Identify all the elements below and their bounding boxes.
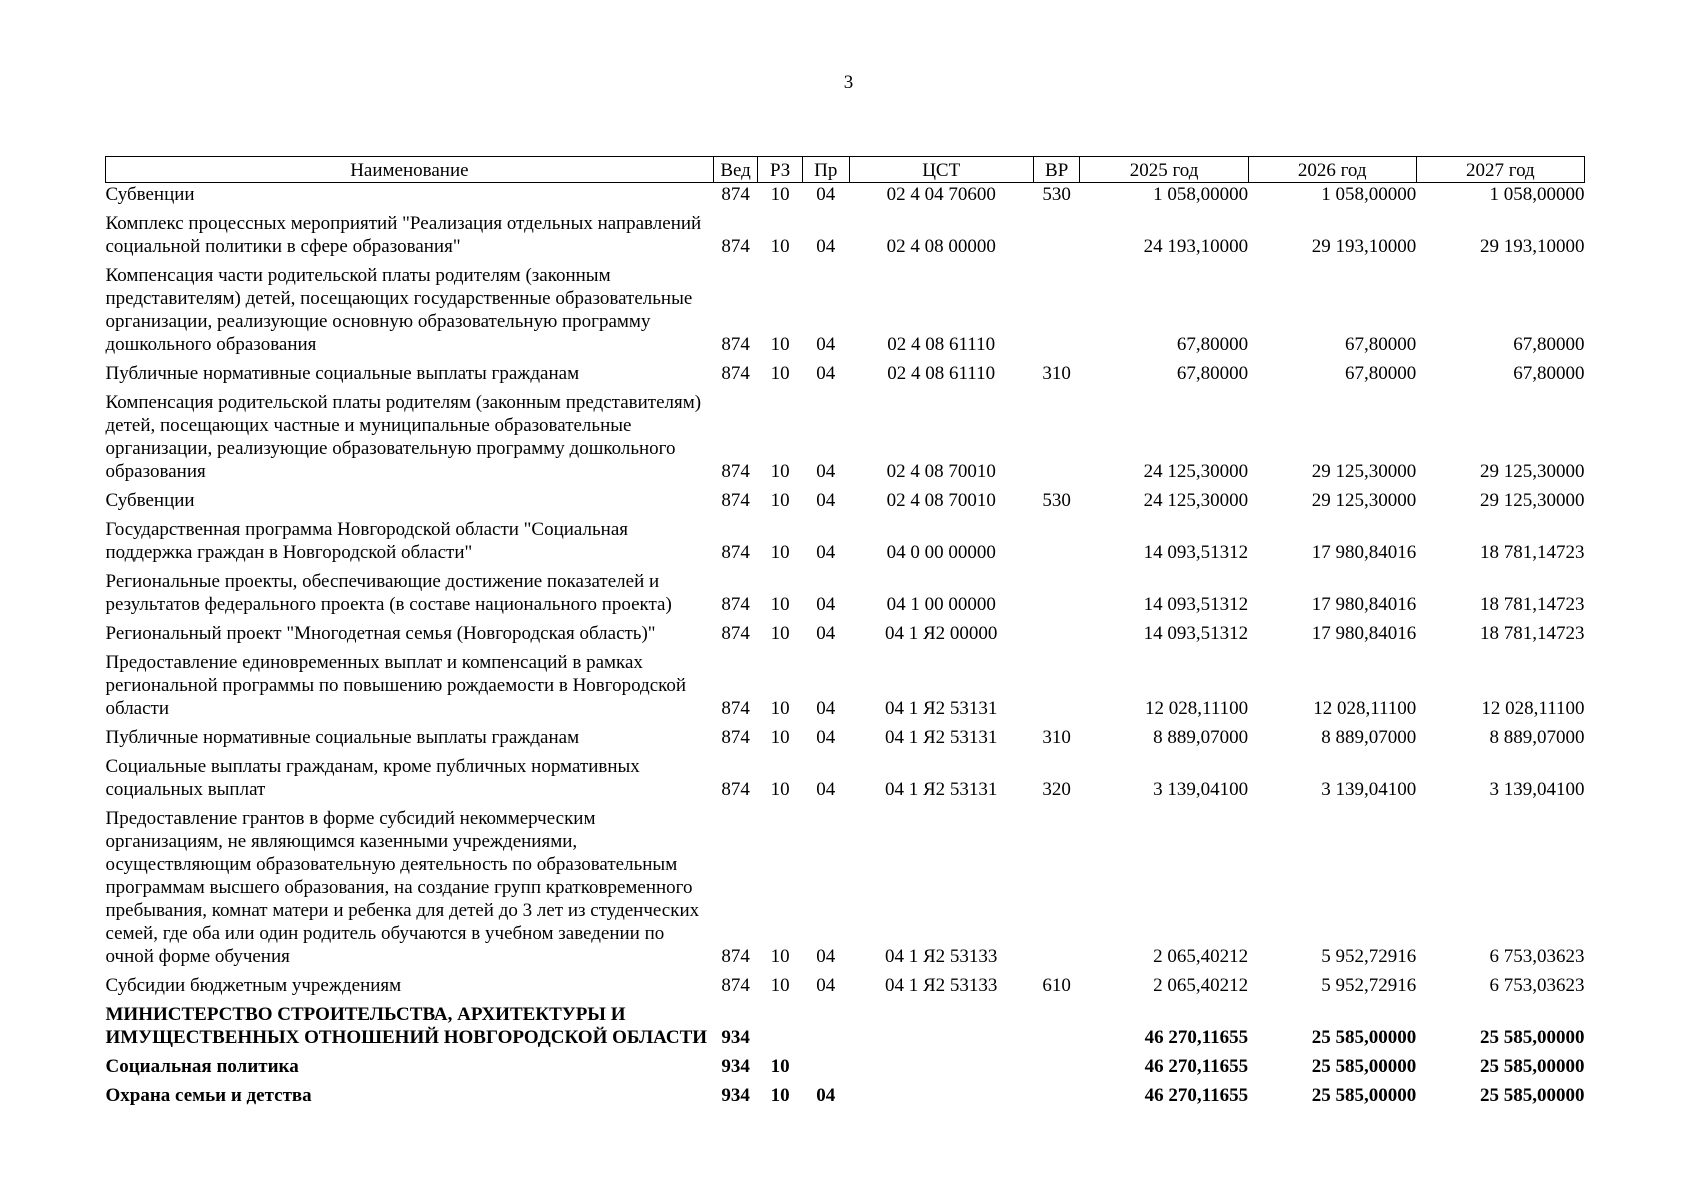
row-pr: 04 (816, 490, 836, 511)
row-name: Предоставление единовременных выплат и компенсаций в рамках региональной программы по повышению рождаемости в Новгородской области (105, 652, 687, 719)
row-ved: 934 (721, 1027, 750, 1048)
row-2027: 29 193,10000 (1480, 236, 1585, 257)
table-row (106, 616, 1585, 645)
row-2026: 29 125,30000 (1311, 490, 1417, 511)
row-name: Компенсация родительской платы родителям (законным представителям) детей, посещающих частные и муниципальные образовательные организации, реализующие образовательную программу дошкольного образования (105, 392, 702, 482)
header-cst: ЦСТ (849, 157, 1033, 183)
row-vr (1033, 512, 1080, 564)
row-cst: 04 1 Я2 53131 (884, 727, 998, 748)
row-name: Региональный проект "Многодетная семья (Новгородская область)" (105, 623, 656, 644)
row-pr (802, 997, 849, 1049)
row-2027: 6 753,03623 (1489, 975, 1585, 996)
row-2025: 14 093,51312 (1143, 542, 1249, 563)
row-2026: 17 980,84016 (1311, 542, 1417, 563)
table-row (106, 997, 1585, 1049)
table-row (106, 258, 1585, 356)
row-ved: 874 (721, 490, 750, 511)
row-pr (802, 1049, 849, 1078)
row-2026: 25 585,00000 (1311, 1027, 1417, 1048)
header-ved: Вед (713, 157, 758, 183)
row-pr: 04 (816, 946, 836, 967)
row-2027: 8 889,07000 (1489, 727, 1585, 748)
row-2025: 2 065,40212 (1153, 946, 1249, 967)
row-pr: 04 (816, 184, 836, 205)
row-vr (1033, 1049, 1080, 1078)
row-rz: 10 (770, 623, 790, 644)
row-cst: 02 4 08 61110 (887, 363, 996, 384)
row-ved: 934 (721, 1085, 750, 1106)
row-ved: 874 (721, 779, 750, 800)
row-cst: 02 4 08 00000 (886, 236, 996, 257)
row-ved: 874 (721, 946, 750, 967)
row-2026: 17 980,84016 (1311, 623, 1417, 644)
table-row (106, 720, 1585, 749)
row-ved: 874 (721, 698, 750, 719)
row-pr: 04 (816, 975, 836, 996)
row-name: Публичные нормативные социальные выплаты гражданам (105, 727, 580, 748)
table-row (106, 645, 1585, 720)
table-header (106, 157, 1585, 183)
row-cst: 04 0 00 00000 (886, 542, 996, 563)
row-2027: 29 125,30000 (1480, 461, 1585, 482)
row-rz: 10 (770, 594, 790, 615)
row-2025: 3 139,04100 (1153, 779, 1249, 800)
row-2026: 3 139,04100 (1321, 779, 1417, 800)
row-cst: 04 1 Я2 53133 (884, 975, 998, 996)
row-2025: 67,80000 (1176, 334, 1249, 355)
row-cst: 02 4 04 70600 (886, 184, 996, 205)
row-pr: 04 (816, 542, 836, 563)
row-vr (1033, 206, 1080, 258)
row-pr: 04 (816, 779, 836, 800)
row-vr: 320 (1042, 779, 1071, 800)
row-name: Региональные проекты, обеспечивающие достижение показателей и результатов федерального проекта (в составе национального проекта) (105, 571, 672, 615)
row-2026: 5 952,72916 (1321, 946, 1417, 967)
row-pr: 04 (816, 363, 836, 384)
row-2025: 46 270,11655 (1144, 1056, 1249, 1077)
row-rz: 10 (770, 727, 790, 748)
row-cst: 04 1 Я2 53131 (884, 779, 998, 800)
row-rz: 10 (770, 779, 790, 800)
row-ved: 874 (721, 623, 750, 644)
row-name: МИНИСТЕРСТВО СТРОИТЕЛЬСТВА, АРХИТЕКТУРЫ И ИМУЩЕСТВЕННЫХ ОТНОШЕНИЙ НОВГОРОДСКОЙ ОБЛАСТИ (105, 1004, 708, 1048)
header-rz: РЗ (758, 157, 803, 183)
row-cst (849, 1049, 1033, 1078)
table-row (106, 356, 1585, 385)
row-2026: 29 125,30000 (1311, 461, 1417, 482)
table-row (106, 483, 1585, 512)
row-2027: 6 753,03623 (1489, 946, 1585, 967)
row-2026: 29 193,10000 (1311, 236, 1417, 257)
row-rz: 10 (770, 236, 790, 257)
row-vr: 530 (1042, 490, 1071, 511)
row-2026: 12 028,11100 (1313, 698, 1417, 719)
row-2025: 67,80000 (1176, 363, 1249, 384)
table-body (106, 183, 1585, 1108)
row-rz: 10 (770, 334, 790, 355)
row-vr (1033, 616, 1080, 645)
row-2027: 67,80000 (1513, 363, 1585, 384)
row-ved: 874 (721, 461, 750, 482)
table-row (106, 1049, 1585, 1078)
row-cst: 02 4 08 70010 (886, 490, 996, 511)
row-pr: 04 (816, 236, 836, 257)
row-pr: 04 (816, 623, 836, 644)
budget-table (105, 156, 1585, 1107)
table-row (106, 749, 1585, 801)
table-row (106, 1078, 1585, 1107)
row-pr: 04 (816, 461, 836, 482)
row-2025: 24 193,10000 (1143, 236, 1249, 257)
row-2027: 25 585,00000 (1480, 1027, 1585, 1048)
table-row (106, 206, 1585, 258)
row-2026: 1 058,00000 (1321, 184, 1417, 205)
row-rz: 10 (770, 1056, 790, 1077)
row-vr: 310 (1042, 363, 1071, 384)
row-name: Субсидии бюджетным учреждениям (105, 975, 402, 996)
row-2027: 18 781,14723 (1480, 623, 1585, 644)
header-vr: ВР (1033, 157, 1080, 183)
table-row (106, 512, 1585, 564)
row-2027: 1 058,00000 (1489, 184, 1585, 205)
row-2025: 24 125,30000 (1143, 461, 1249, 482)
row-2026: 25 585,00000 (1311, 1085, 1417, 1106)
row-2026: 8 889,07000 (1321, 727, 1417, 748)
row-ved: 874 (721, 975, 750, 996)
table-row (106, 801, 1585, 968)
row-rz: 10 (770, 975, 790, 996)
row-2025: 1 058,00000 (1153, 184, 1249, 205)
row-2027: 67,80000 (1513, 334, 1585, 355)
row-2027: 3 139,04100 (1489, 779, 1585, 800)
row-ved: 874 (721, 184, 750, 205)
row-vr (1033, 1078, 1080, 1107)
row-rz: 10 (770, 363, 790, 384)
row-name: Комплекс процессных мероприятий "Реализация отдельных направлений социальной политики в сфере образования" (105, 213, 702, 257)
row-ved: 874 (721, 236, 750, 257)
row-2027: 25 585,00000 (1480, 1056, 1585, 1077)
row-vr (1033, 385, 1080, 483)
row-2026: 17 980,84016 (1311, 594, 1417, 615)
row-cst: 04 1 00 00000 (886, 594, 996, 615)
row-cst (849, 997, 1033, 1049)
row-name: Предоставление грантов в форме субсидий некоммерческим организациям, не являющимся казенными учреждениями, осуществляющим образовательную деятельность по образовательным программам высшего образования, на создание групп кратковременного пребывания, комнат матери и ребенка для детей до 3 лет из студенческих семей, где оба или один родитель обучаются в учебном заведении по очной форме обучения (105, 808, 700, 967)
table-row (106, 564, 1585, 616)
row-name: Социальные выплаты гражданам, кроме публичных нормативных социальных выплат (105, 756, 640, 800)
header-2025: 2025 год (1080, 157, 1248, 183)
row-name: Субвенции (105, 490, 195, 511)
row-2025: 14 093,51312 (1143, 594, 1249, 615)
row-cst: 04 1 Я2 53131 (884, 698, 998, 719)
row-vr (1033, 997, 1080, 1049)
row-2027: 18 781,14723 (1480, 542, 1585, 563)
row-2025: 24 125,30000 (1143, 490, 1249, 511)
table-row (106, 183, 1585, 207)
row-vr (1033, 801, 1080, 968)
table-row (106, 385, 1585, 483)
row-name: Охрана семьи и детства (105, 1085, 312, 1106)
row-2025: 2 065,40212 (1153, 975, 1249, 996)
row-2025: 46 270,11655 (1144, 1027, 1249, 1048)
row-vr: 310 (1042, 727, 1071, 748)
row-rz: 10 (770, 490, 790, 511)
row-vr: 610 (1042, 975, 1071, 996)
row-vr (1033, 564, 1080, 616)
row-2026: 67,80000 (1345, 334, 1417, 355)
row-ved: 874 (721, 363, 750, 384)
row-pr: 04 (816, 698, 836, 719)
row-ved: 874 (721, 727, 750, 748)
row-name: Компенсация части родительской платы родителям (законным представителям) детей, посещающих государственные образовательные организации, реализующие основную образовательную программу дошкольного образования (105, 265, 693, 355)
row-cst: 02 4 08 61110 (887, 334, 996, 355)
row-name: Субвенции (105, 184, 195, 205)
row-2026: 5 952,72916 (1321, 975, 1417, 996)
row-rz: 10 (770, 946, 790, 967)
row-2025: 14 093,51312 (1143, 623, 1249, 644)
row-pr: 04 (816, 727, 836, 748)
row-cst: 04 1 Я2 00000 (884, 623, 998, 644)
row-rz: 10 (770, 461, 790, 482)
row-2026: 25 585,00000 (1311, 1056, 1417, 1077)
row-name: Социальная политика (105, 1056, 299, 1077)
row-2025: 8 889,07000 (1153, 727, 1249, 748)
row-ved: 874 (721, 594, 750, 615)
header-pr: Пр (802, 157, 849, 183)
row-cst: 02 4 08 70010 (886, 461, 996, 482)
row-vr (1033, 258, 1080, 356)
header-name: Наименование (106, 157, 714, 183)
header-2027: 2027 год (1416, 157, 1584, 183)
row-ved: 874 (721, 334, 750, 355)
row-vr: 530 (1042, 184, 1071, 205)
row-cst: 04 1 Я2 53133 (884, 946, 998, 967)
row-2027: 18 781,14723 (1480, 594, 1585, 615)
row-rz: 10 (770, 1085, 790, 1106)
row-2025: 46 270,11655 (1144, 1085, 1249, 1106)
row-name: Публичные нормативные социальные выплаты гражданам (105, 363, 580, 384)
page-number: 3 (843, 72, 854, 93)
row-cst (849, 1078, 1033, 1107)
row-rz (758, 997, 803, 1049)
row-pr: 04 (816, 1085, 836, 1106)
row-2027: 25 585,00000 (1480, 1085, 1585, 1106)
row-name: Государственная программа Новгородской области "Социальная поддержка граждан в Новгородской области" (105, 519, 629, 563)
row-pr: 04 (816, 594, 836, 615)
row-rz: 10 (770, 542, 790, 563)
row-ved: 934 (721, 1056, 750, 1077)
row-2027: 29 125,30000 (1480, 490, 1585, 511)
table-row (106, 968, 1585, 997)
row-pr: 04 (816, 334, 836, 355)
row-ved: 874 (721, 542, 750, 563)
row-vr (1033, 645, 1080, 720)
row-2026: 67,80000 (1345, 363, 1417, 384)
row-rz: 10 (770, 698, 790, 719)
header-2026: 2026 год (1248, 157, 1416, 183)
row-2027: 12 028,11100 (1481, 698, 1585, 719)
row-2025: 12 028,11100 (1145, 698, 1249, 719)
row-rz: 10 (770, 184, 790, 205)
